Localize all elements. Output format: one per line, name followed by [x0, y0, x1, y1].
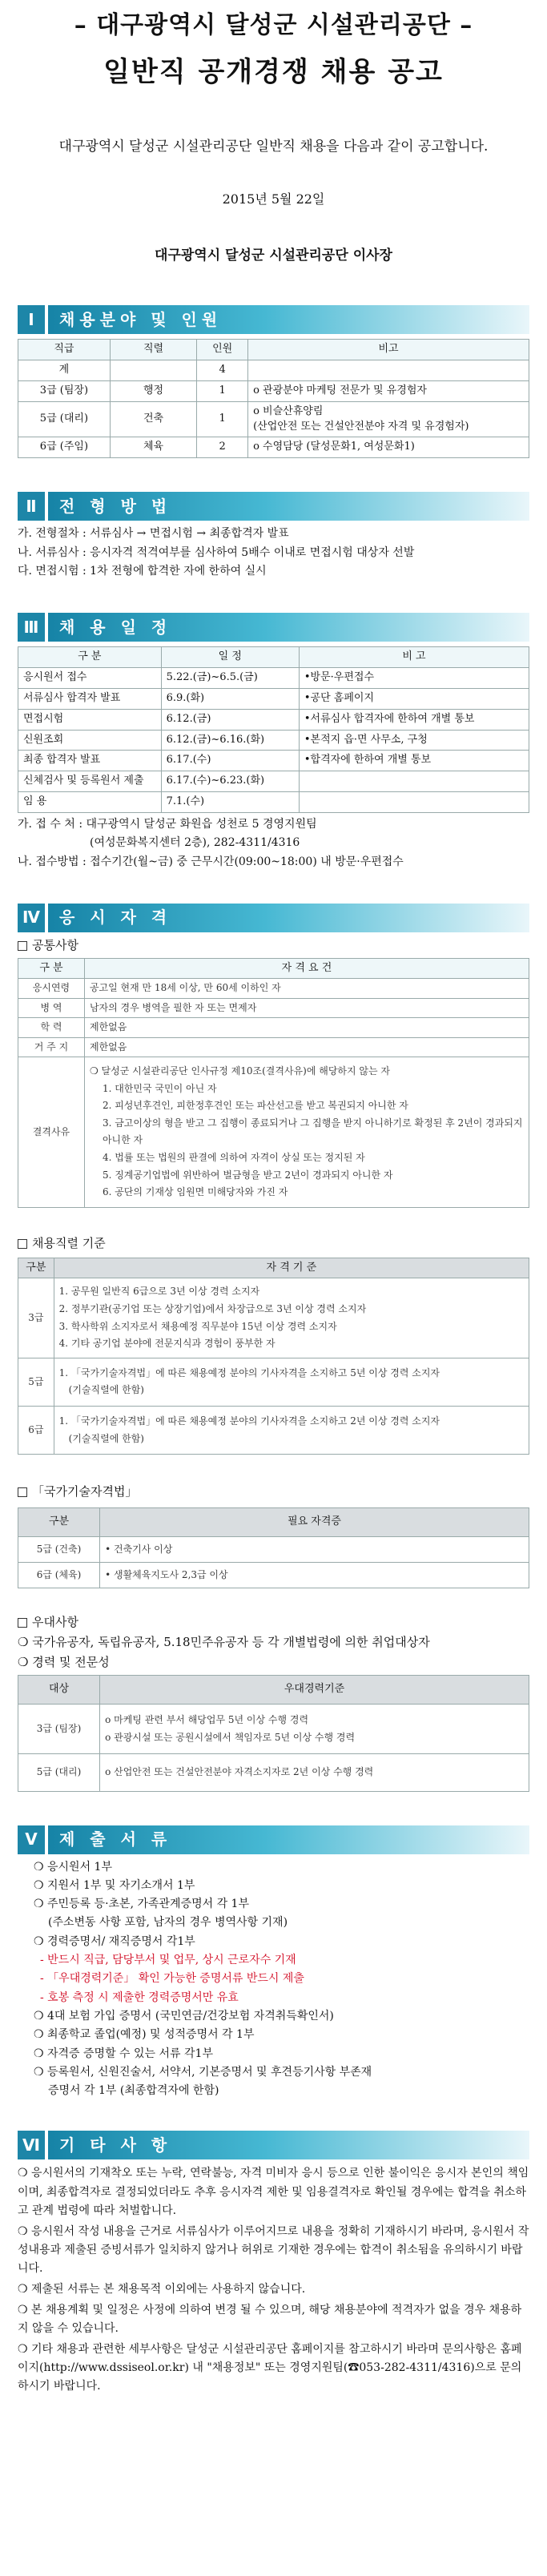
cell: [100, 1754, 529, 1791]
sub-title: 「국가기술자격법」: [32, 1484, 138, 1499]
pref-list: [18, 1634, 529, 1672]
cell: •합격자에 한하여 개별 통보: [299, 751, 529, 771]
list-item: 1. 대한민국 국민이 아닌 자: [102, 1082, 217, 1094]
list-item: 5. 징계공기업법에 위반하여 벌금형을 받고 2년이 경과되지 아니한 자: [102, 1169, 393, 1181]
list-item: ❍ 등록원서, 신원진술서, 서약서, 기본증명서 및 후견등기사항 부존재: [34, 2065, 372, 2079]
section-title: 응 시 자 격: [48, 904, 529, 932]
cell: 3급: [18, 1278, 54, 1358]
table-row: [18, 360, 529, 381]
table-row: [18, 380, 529, 401]
cell: 1: [197, 380, 248, 401]
note: 나. 접수방법 : 접수기간(월~금) 중 근무시간(09:00~18:00) 내 방문·우편접수: [18, 855, 404, 868]
cell: 임 용: [18, 792, 162, 813]
cell: 거 주 지: [18, 1037, 85, 1057]
cell: [248, 360, 529, 381]
cell: 신원조회: [18, 730, 162, 751]
list-item: ❍ 응시원서의 기재착오 또는 누락, 연락불능, 자격 미비자 응시 등으로 인한 불이익은 응시자 본인의 책임이며, 최종합격자로 결정되었더라도 추후 응시자격 제한 및 임용결격자로 확인될 경우에는 합격을 취소하고 관계 법령에 따라 처벌합니다.: [18, 2167, 529, 2217]
list-item: 다. 면접시험 : 1차 전형에 합격한 자에 한하여 실시: [18, 564, 267, 578]
list-item: 2. 피성년후견인, 피한정후견인 또는 파산선고를 받고 복권되지 아니한 자: [102, 1100, 408, 1112]
pref-table: [18, 1675, 529, 1792]
section-2-header: [18, 492, 529, 521]
application-notes: [18, 816, 529, 870]
cell: • 생활체육지도사 2,3급 이상: [100, 1563, 529, 1588]
col-header: 인원: [197, 340, 248, 360]
list-item: ❍ 주민등록 등·초본, 가족관계증명서 각 1부: [34, 1898, 249, 1911]
announcement-date: 2015년 5월 22일: [222, 191, 325, 207]
pref-label: [18, 1614, 529, 1632]
list-item: ❍ 경력증명서/ 재직증명서 각1부: [34, 1934, 195, 1948]
cert-label: [18, 1483, 529, 1501]
section-number: Ⅲ: [18, 613, 45, 642]
table-row: [18, 1037, 529, 1057]
list-item: 2. 정부기관(공기업 또는 상장기업)에서 차장급으로 3년 이상 경력 소지자: [58, 1302, 367, 1314]
table-row: [18, 1563, 529, 1588]
cell: 2: [197, 437, 248, 458]
list-item: ❍ 국가유공자, 독립유공자, 5.18민주유공자 등 각 개별법령에 의한 취업대상자: [18, 1635, 430, 1650]
section-6-header: [18, 2131, 529, 2159]
cell: 면접시험: [18, 709, 162, 730]
list-item: ❍ 지원서 1부 및 자기소개서 1부: [34, 1878, 195, 1892]
cell: 행정: [110, 380, 196, 401]
col-header: 필요 자격증: [100, 1507, 529, 1536]
cell: 응시연령: [18, 979, 85, 998]
intro-text: 대구광역시 달성군 시설관리공단 일반직 채용을 다음과 같이 공고합니다.: [58, 138, 489, 155]
list-item: - 반드시 직급, 담당부서 및 업무, 상시 근로자수 기재: [40, 1954, 296, 1967]
cell: 4: [197, 360, 248, 381]
list-item: 1. 「국가기술자격법」에 따른 채용예정 분야의 기사자격을 소지하고 2년 이상 경력 소지자: [58, 1415, 440, 1427]
list-item: 1. 공무원 일반직 6급으로 3년 이상 경력 소지자: [58, 1286, 260, 1298]
cell: 남자의 경우 병역을 필한 자 또는 면제자: [84, 998, 529, 1017]
cell: 건축: [110, 401, 196, 437]
list-item: o 산업안전 또는 건설안전분야 자격소지자로 2년 이상 수행 경력: [105, 1766, 374, 1778]
sub-title: 우대사항: [32, 1615, 78, 1630]
table-row: [18, 437, 529, 458]
cell: 1: [197, 401, 248, 437]
sub-title: 공통사항: [32, 937, 78, 952]
list-item: 3. 학사학위 소지자로서 채용예정 직무분야 15년 이상 경력 소지자: [58, 1320, 337, 1332]
section-title: 기 타 사 항: [48, 2131, 529, 2159]
section-number: Ⅵ: [18, 2131, 45, 2159]
table-row: [18, 998, 529, 1017]
section-title: 채용분야 및 인원: [48, 305, 529, 334]
cell: 3급 (팀장): [18, 380, 111, 401]
cell: [110, 360, 196, 381]
cell: o 관광분야 마케팅 전문가 및 유경험자: [248, 380, 529, 401]
list-item: ❍ 최종학교 졸업(예정) 및 성적증명서 각 1부: [34, 2028, 255, 2042]
other-notes: [18, 2164, 529, 2396]
col-header: 구분: [18, 1258, 54, 1278]
list-item: ❍ 달성군 시설관리공단 인사규정 제10조(결격사유)에 해당하지 않는 자: [89, 1065, 391, 1077]
screening-list: [18, 525, 529, 579]
cert-table: [18, 1507, 529, 1589]
cell: 서류심사 합격자 발표: [18, 688, 162, 709]
cell: 5급 (건축): [18, 1536, 100, 1562]
table-row: [18, 709, 529, 730]
section-1-header: [18, 305, 529, 334]
cell: [100, 1704, 529, 1754]
table-row: [18, 668, 529, 689]
table-row: [18, 1278, 529, 1358]
grade-label: [18, 1235, 529, 1253]
cell: 6급 (체육): [18, 1563, 100, 1588]
cell: [54, 1358, 529, 1406]
list-item: (기술직렬에 한함): [68, 1384, 144, 1396]
cell: [299, 792, 529, 813]
note: 가. 접 수 처 : 대구광역시 달성군 화원읍 성천로 5 경영지원팀: [18, 817, 317, 831]
table-row: [18, 1406, 529, 1454]
cell: 신체검사 및 등록원서 제출: [18, 771, 162, 792]
cell: 5급 (대리): [18, 401, 111, 437]
table-row: [18, 751, 529, 771]
cell: 제한없음: [84, 1018, 529, 1037]
cell: [54, 1278, 529, 1358]
table-row: [18, 1358, 529, 1406]
table-row: [18, 1057, 529, 1208]
cell: 6.12.(금)~6.16.(화): [161, 730, 299, 751]
cell: 응시원서 접수: [18, 668, 162, 689]
section-number: Ⅴ: [18, 1825, 45, 1854]
cell: 공고일 현재 만 18세 이상, 만 60세 이하인 자: [84, 979, 529, 998]
col-header: 일 정: [161, 647, 299, 668]
cell: •공단 홈페이지: [299, 688, 529, 709]
cell: 5급 (대리): [18, 1754, 100, 1791]
cell: [54, 1406, 529, 1454]
cell: [299, 771, 529, 792]
col-header: 자 격 기 준: [54, 1258, 529, 1278]
list-item: 4. 법률 또는 법원의 판결에 의하여 자격이 상실 또는 정지된 자: [102, 1151, 365, 1163]
cell: 5.22.(금)~6.5.(금): [161, 668, 299, 689]
cell: 병 역: [18, 998, 85, 1017]
disqualification-list: [84, 1057, 529, 1208]
list-item: 증명서 각 1부 (최종합격자에 한함): [48, 2084, 219, 2098]
list-item: (주소변동 사항 포함, 남자의 경우 병역사항 기재): [48, 1916, 288, 1930]
issuer: 대구광역시 달성군 시설관리공단 이사장: [155, 247, 392, 264]
list-item: 나. 서류심사 : 응시자격 적격여부를 심사하여 5배수 이내로 면접시험 대상자 선발: [18, 545, 415, 559]
cell: •본적지 읍·면 사무소, 구청: [299, 730, 529, 751]
list-item: ❍ 본 채용계획 및 일정은 사정에 의하여 변경 될 수 있으며, 해당 채용분야에 적격자가 없을 경우 채용하지 않을 수 있습니다.: [18, 2304, 522, 2336]
cell: 결격사유: [18, 1057, 85, 1208]
col-header: 대상: [18, 1675, 100, 1704]
col-header: 비고: [248, 340, 529, 360]
cell: 5급: [18, 1358, 54, 1406]
checkbox-icon: [18, 941, 27, 951]
section-3-header: [18, 613, 529, 642]
recruit-table: [18, 339, 529, 458]
cell: 6.17.(수): [161, 751, 299, 771]
col-header: 비 고: [299, 647, 529, 668]
cell: 6급 (주임): [18, 437, 111, 458]
table-row: [18, 1536, 529, 1562]
list-item: - 호봉 측정 시 제출한 경력증명서만 유효: [40, 1990, 239, 2004]
section-5-header: [18, 1825, 529, 1854]
col-header: 구 분: [18, 958, 85, 979]
checkbox-icon: [18, 1487, 27, 1497]
sub-title: 채용직렬 기준: [32, 1235, 106, 1250]
list-item: 6. 공단의 기재상 임원면 미해당자와 가진 자: [102, 1186, 288, 1198]
table-row: [18, 1018, 529, 1037]
section-number: Ⅰ: [18, 305, 45, 334]
table-row: [18, 688, 529, 709]
cell: • 건축기사 이상: [100, 1536, 529, 1562]
table-row: [18, 771, 529, 792]
table-row: [18, 1754, 529, 1791]
list-item: (기술직렬에 한함): [68, 1432, 144, 1444]
list-item: 1. 「국가기술자격법」에 따른 채용예정 분야의 기사자격을 소지하고 5년 이상 경력 소지자: [58, 1366, 440, 1379]
cell: 6.12.(금): [161, 709, 299, 730]
cell: 6.17.(수)~6.23.(화): [161, 771, 299, 792]
col-header: 직렬: [110, 340, 196, 360]
list-item: ❍ 기타 채용과 관련한 세부사항은 달성군 시설관리공단 홈페이지를 참고하시기 바라며 문의사항은 홈페이지(http://www.dssiseol.or.kr) 내 "채용정보" 또는 경영지원팀(☎053-282-4311/4316)으로 문의하시기 바랍니다.: [18, 2343, 522, 2393]
documents-list: [18, 1859, 529, 2099]
list-item: ❍ 자격증 증명할 수 있는 서류 각1부: [34, 2047, 213, 2060]
page-title: 일반직 공개경쟁 채용 공고: [103, 55, 444, 88]
col-header: 직급: [18, 340, 111, 360]
list-item: ❍ 경력 및 전문성: [18, 1654, 110, 1669]
col-header: 구 분: [18, 647, 162, 668]
cell: 체육: [110, 437, 196, 458]
checkbox-icon: [18, 1239, 27, 1249]
section-title: 제 출 서 류: [48, 1825, 529, 1854]
list-item: ❍ 제출된 서류는 본 채용목적 이외에는 사용하지 않습니다.: [18, 2282, 306, 2296]
cell: 최종 합격자 발표: [18, 751, 162, 771]
common-label: [18, 937, 529, 955]
cell: 학 력: [18, 1018, 85, 1037]
cell: •방문·우편접수: [299, 668, 529, 689]
section-number: Ⅳ: [18, 904, 45, 932]
list-item: 3. 금고이상의 형을 받고 그 집행이 종료되거나 그 집행을 받지 아니하기로 확정된 후 2년이 경과되지 아니한 자: [102, 1117, 523, 1146]
cell: 계: [18, 360, 111, 381]
col-header: 우대경력기준: [100, 1675, 529, 1704]
list-item: 가. 전형절차 : 서류심사 → 면접시험 → 최종합격자 발표: [18, 527, 289, 541]
list-item: o 마케팅 관련 부서 해당업무 5년 이상 수행 경력: [105, 1713, 309, 1725]
list-item: ❍ 응시원서 1부: [34, 1860, 112, 1874]
grade-table: [18, 1258, 529, 1455]
section-title: 채 용 일 정: [48, 613, 529, 642]
note: (여성문화복지센터 2층), 282-4311/4316: [90, 836, 300, 850]
table-row: [18, 401, 529, 437]
list-item: 4. 기타 공기업 분야에 전문지식과 경험이 풍부한 자: [58, 1338, 276, 1350]
table-row: [18, 792, 529, 813]
cell: 3급 (팀장): [18, 1704, 100, 1754]
cell: o 수영담당 (달성문화1, 여성문화1): [248, 437, 529, 458]
checkbox-icon: [18, 1618, 27, 1628]
cell: •서류심사 합격자에 한하여 개별 통보: [299, 709, 529, 730]
table-row: [18, 730, 529, 751]
table-row: [18, 1704, 529, 1754]
table-row: [18, 979, 529, 998]
cell: 7.1.(수): [161, 792, 299, 813]
cell: 6.9.(화): [161, 688, 299, 709]
section-4-header: [18, 904, 529, 932]
list-item: o 관광시설 또는 공원시설에서 책임자로 5년 이상 수행 경력: [105, 1732, 356, 1744]
section-number: Ⅱ: [18, 492, 45, 521]
cell: 6급: [18, 1406, 54, 1454]
common-table: [18, 958, 529, 1208]
schedule-table: [18, 646, 529, 813]
cell: 제한없음: [84, 1037, 529, 1057]
section-title: 전 형 방 법: [48, 492, 529, 521]
list-item: - 「우대경력기준」 확인 가능한 증명서류 반드시 제출: [40, 1972, 304, 1986]
title-top: – 대구광역시 달성군 시설관리공단 –: [74, 11, 473, 39]
list-item: ❍ 응시원서 작성 내용을 근거로 서류심사가 이루어지므로 내용을 정확히 기재하시기 바라며, 응시원서 작성내용과 제출된 증빙서류가 일치하지 않거나 허위로 기재한 경우에는 합격이 취소됨을 유의하시기 바랍니다.: [18, 2224, 529, 2275]
cell: o 비슬산휴양림 (산업안전 또는 건설안전분야 자격 및 유경험자): [248, 401, 529, 437]
col-header: 자 격 요 건: [84, 958, 529, 979]
list-item: ❍ 4대 보험 가입 증명서 (국민연금/건강보험 자격취득확인서): [34, 2009, 334, 2023]
col-header: 구분: [18, 1507, 100, 1536]
